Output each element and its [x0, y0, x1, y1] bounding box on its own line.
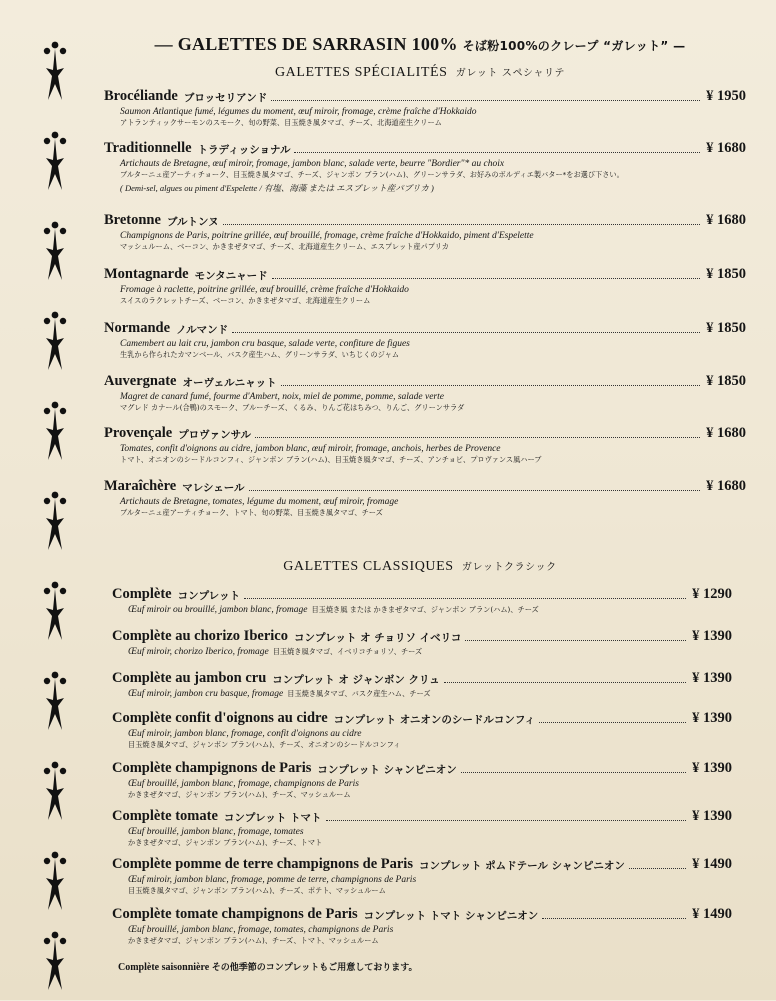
item-header	[104, 266, 746, 283]
item-name-jp: コンプレット オニオンのシードルコンフィ	[333, 714, 535, 726]
menu-item	[104, 373, 746, 413]
item-price: ¥ 1850	[706, 320, 746, 336]
item-name: Complète	[112, 586, 172, 602]
description-fr: Œuf miroir, jambon blanc, fromage, confit d'oignons au cidre	[128, 729, 362, 739]
ermine-border	[30, 30, 80, 990]
item-price: ¥ 1390	[692, 808, 732, 824]
ermine-icon	[38, 580, 72, 646]
item-name-jp: モンタニャード	[194, 270, 268, 282]
footer-fr: Complète saisonnière	[118, 962, 210, 973]
description-jp: マッシュルーム、ベーコン、かきまぜタマゴ、チーズ、北海道産生クリーム、エスプレット産パプリカ	[120, 242, 449, 251]
description-fr: Tomates, confit d'oignons au cidre, jambon blanc, œuf miroir, fromage, anchois, herbes de Provence	[120, 444, 501, 454]
description-jp: 目玉焼き風タマゴ、バスク産生ハム、チーズ	[287, 689, 431, 698]
item-description	[104, 497, 746, 518]
menu-title	[140, 34, 700, 55]
item-price: ¥ 1850	[706, 373, 746, 389]
description-fr: Magret de canard fumé, fourme d'Ambert, noix, miel de pomme, pomme, salade verte	[120, 392, 444, 402]
description-jp: アトランティックサーモンのスモーク、旬の野菜、目玉焼き風タマゴ、チーズ、北海道産生クリーム	[120, 118, 442, 127]
description-jp: ブルターニュ産アーティチョーク、トマト、旬の野菜、目玉焼き風タマゴ、チーズ	[120, 508, 383, 517]
item-header	[104, 478, 746, 495]
item-name-jp: トラディッショナル	[197, 144, 291, 156]
item-price: ¥ 1680	[706, 425, 746, 441]
item-description	[104, 231, 746, 252]
item-name-jp: コンプレット	[177, 590, 241, 602]
dotted-leader	[255, 437, 700, 438]
item-header	[104, 425, 746, 442]
item-name: Complète tomate champignons de Paris	[112, 906, 358, 922]
item-name-jp: ブロッセリアンド	[183, 92, 268, 104]
dotted-leader	[539, 722, 686, 723]
section-specialites-fr: GALETTES SPÉCIALITÉS	[274, 65, 448, 80]
item-header	[112, 670, 732, 687]
item-name: Complète au chorizo Iberico	[112, 628, 288, 644]
dotted-leader	[272, 278, 700, 279]
item-description	[112, 689, 732, 699]
item-price: ¥ 1950	[706, 88, 746, 104]
description-jp: かきまぜタマゴ、ジャンボン ブラン(ハム)、チーズ、トマト、マッシュルーム	[128, 936, 379, 945]
description-fr: Saumon Atlantique fumé, légumes du moment, œuf miroir, fromage, crème fraîche d'Hokkaido	[120, 107, 477, 117]
item-description	[104, 392, 746, 413]
item-description	[112, 925, 732, 946]
description-jp: ブルターニュ産アーティチョーク、目玉焼き風タマゴ、チーズ、ジャンボン ブラン(ハム)、グリーンサラダ、お好みのボルディエ製バター*をお選び下さい。	[120, 170, 624, 179]
item-name-jp: コンプレット オ チョリソ イベリコ	[293, 632, 462, 644]
item-price: ¥ 1390	[692, 760, 732, 776]
menu-item	[104, 88, 746, 128]
item-name: Complète tomate	[112, 808, 218, 824]
item-name-jp: コンプレット オ ジャンボン クリュ	[272, 674, 440, 686]
item-price: ¥ 1390	[692, 710, 732, 726]
item-header	[112, 628, 732, 645]
menu-item	[112, 628, 732, 657]
ermine-icon	[38, 760, 72, 826]
item-name: Complète confit d'oignons au cidre	[112, 710, 328, 726]
description-fr: Fromage à raclette, poitrine grillée, œuf brouillé, crème fraîche d'Hokkaido	[120, 285, 409, 295]
item-description	[112, 827, 732, 848]
item-description	[112, 647, 732, 657]
description-line	[128, 605, 732, 615]
item-name: Bretonne	[104, 212, 161, 228]
item-name-jp: ノルマンド	[176, 324, 229, 336]
description-jp: 目玉焼き風タマゴ、ジャンボン ブラン(ハム)、チーズ、オニオンのシードルコンフィ	[128, 740, 401, 749]
item-header	[112, 808, 732, 825]
description-fr: Artichauts de Bretagne, tomates, légume du moment, œuf miroir, fromage	[120, 497, 399, 507]
item-name: Auvergnate	[104, 373, 177, 389]
ermine-icon	[38, 850, 72, 916]
item-name-jp: プロヴァンサル	[178, 429, 252, 441]
ermine-icon	[38, 40, 72, 106]
ermine-icon	[38, 400, 72, 466]
item-header	[112, 856, 732, 873]
item-price: ¥ 1390	[692, 670, 732, 686]
item-price: ¥ 1490	[692, 856, 732, 872]
item-name: Maraîchère	[104, 478, 177, 494]
footer-jp: その他季節のコンプレットもご用意しております。	[211, 963, 418, 973]
item-header	[112, 710, 732, 727]
item-name: Provençale	[104, 425, 173, 441]
dotted-leader	[244, 598, 686, 599]
menu-item	[104, 140, 746, 194]
ermine-icon	[38, 930, 72, 996]
menu-title-fr: — GALETTES DE SARRASIN 100%	[154, 34, 458, 54]
description-jp: スイスのラクレットチーズ、ベーコン、かきまぜタマゴ、北海道産生クリーム	[120, 296, 371, 305]
description-fr: Camembert au lait cru, jambon cru basque, salade verte, confiture de figues	[120, 339, 410, 349]
item-name: Normande	[104, 320, 171, 336]
dotted-leader	[281, 385, 701, 386]
item-price: ¥ 1490	[692, 906, 732, 922]
item-description	[104, 107, 746, 128]
item-name-jp: コンプレット シャンピニオン	[317, 764, 457, 776]
item-name: Complète pomme de terre champignons de Paris	[112, 856, 413, 872]
description-jp: かきまぜタマゴ、ジャンボン ブラン(ハム)、チーズ、マッシュルーム	[128, 790, 351, 799]
menu-item	[104, 425, 746, 465]
description-jp: マグレド カナール(合鴨)のスモーク、ブルーチーズ、くるみ、りんご花はちみつ、りんご、グリーンサラダ	[120, 403, 465, 412]
menu-item	[112, 760, 732, 800]
item-name: Montagnarde	[104, 266, 189, 282]
description-jp: トマト、オニオンのシードルコンフィ、ジャンボン ブラン(ハム)、目玉焼き風タマゴ、チーズ、アンチョビ、プロヴァンス風ハーブ	[120, 455, 542, 464]
item-description	[112, 875, 732, 896]
section-title-classiques	[140, 558, 700, 575]
item-name-jp: コンプレット トマト シャンピニオン	[363, 910, 539, 922]
menu-item	[112, 906, 732, 946]
item-description	[104, 285, 746, 306]
item-price: ¥ 1680	[706, 212, 746, 228]
item-name-jp: コンプレット ポムドテール シャンピニオン	[418, 860, 625, 872]
dotted-leader	[461, 772, 686, 773]
item-description	[112, 605, 732, 615]
description-fr: Œuf miroir ou brouillé, jambon blanc, fromage	[128, 605, 308, 615]
menu-item	[104, 266, 746, 306]
dotted-leader	[271, 100, 700, 101]
item-header	[104, 88, 746, 105]
item-price: ¥ 1390	[692, 628, 732, 644]
ermine-icon	[38, 490, 72, 556]
item-name: Complète champignons de Paris	[112, 760, 312, 776]
ermine-icon	[38, 310, 72, 376]
description-jp: 生乳から作られたカマンベール、バスク産生ハム、グリーンサラダ、いちじくのジャム	[120, 350, 400, 359]
item-name-jp: コンプレット トマト	[223, 812, 322, 824]
description-fr: Œuf brouillé, jambon blanc, fromage, tomates, champignons de Paris	[128, 925, 394, 935]
dotted-leader	[249, 490, 701, 491]
footer-note	[118, 960, 418, 973]
item-header	[112, 586, 732, 603]
item-header	[112, 906, 732, 923]
description-fr: Œuf brouillé, jambon blanc, fromage, tomates	[128, 827, 304, 837]
dotted-leader	[629, 868, 686, 869]
item-header	[104, 212, 746, 229]
item-name: Traditionnelle	[104, 140, 192, 156]
ermine-icon	[38, 220, 72, 286]
section-classiques-fr: GALETTES CLASSIQUES	[283, 559, 454, 574]
item-price: ¥ 1680	[706, 478, 746, 494]
description-jp: 目玉焼き風 または かきまぜタマゴ、ジャンボン ブラン(ハム)、チーズ	[311, 605, 539, 614]
description-fr: Artichauts de Bretagne, œuf miroir, fromage, jambon blanc, salade verte, beurre "Bordier"* au choix	[120, 159, 505, 169]
item-name-jp: ブルトンヌ	[166, 216, 219, 228]
item-header	[104, 373, 746, 390]
item-name: Complète au jambon cru	[112, 670, 267, 686]
item-description	[104, 339, 746, 360]
dotted-leader	[465, 640, 686, 641]
description-fr: Œuf brouillé, jambon blanc, fromage, champignons de Paris	[128, 779, 359, 789]
menu-item	[112, 586, 732, 615]
ermine-icon	[38, 670, 72, 736]
menu-item	[112, 808, 732, 848]
section-classiques-jp: ガレットクラシック	[461, 562, 557, 573]
item-price: ¥ 1850	[706, 266, 746, 282]
description-fr: Champignons de Paris, poitrine grillée, œuf brouillé, fromage, crème fraîche d'Hokkaido, piment d'Espelette	[120, 231, 534, 241]
description-extra: ( Demi-sel, algues ou piment d'Espelette / 有塩、海藻 または エスプレット産パプリカ )	[120, 183, 434, 193]
item-header	[104, 140, 746, 157]
menu-item	[112, 856, 732, 896]
item-description	[104, 159, 746, 194]
description-line	[128, 647, 732, 657]
section-specialites-jp: ガレット スペシャリテ	[455, 68, 566, 79]
section-title-specialites	[140, 64, 700, 81]
item-price: ¥ 1680	[706, 140, 746, 156]
description-jp: かきまぜタマゴ、ジャンボン ブラン(ハム)、チーズ、トマト	[128, 838, 323, 847]
item-description	[104, 444, 746, 465]
item-description	[112, 729, 732, 750]
item-header	[104, 320, 746, 337]
item-name-jp: オーヴェルニャット	[182, 377, 277, 389]
menu-item	[104, 320, 746, 360]
dotted-leader	[232, 332, 700, 333]
item-price: ¥ 1290	[692, 586, 732, 602]
item-header	[112, 760, 732, 777]
menu-item	[112, 670, 732, 699]
item-name-jp: マレシェール	[182, 482, 245, 494]
dotted-leader	[444, 682, 686, 683]
description-fr: Œuf miroir, jambon cru basque, fromage	[128, 689, 284, 699]
ermine-icon	[38, 130, 72, 196]
menu-item	[104, 212, 746, 252]
description-jp: 目玉焼き風タマゴ、ジャンボン ブラン(ハム)、チーズ、ポテト、マッシュルーム	[128, 886, 386, 895]
menu-title-jp: そば粉100%のクレープ “ガレット” —	[462, 39, 686, 53]
item-description	[112, 779, 732, 800]
dotted-leader	[326, 820, 687, 821]
description-jp: 目玉焼き風タマゴ、イベリコチョリソ、チーズ	[272, 647, 423, 656]
menu-item	[112, 710, 732, 750]
item-name: Brocéliande	[104, 88, 178, 104]
description-fr: Œuf miroir, jambon blanc, fromage, pomme de terre, champignons de Paris	[128, 875, 417, 885]
description-line	[128, 689, 732, 699]
dotted-leader	[294, 152, 700, 153]
dotted-leader	[223, 224, 701, 225]
description-fr: Œuf miroir, chorizo Iberico, fromage	[128, 647, 269, 657]
dotted-leader	[542, 918, 686, 919]
menu-item	[104, 478, 746, 518]
